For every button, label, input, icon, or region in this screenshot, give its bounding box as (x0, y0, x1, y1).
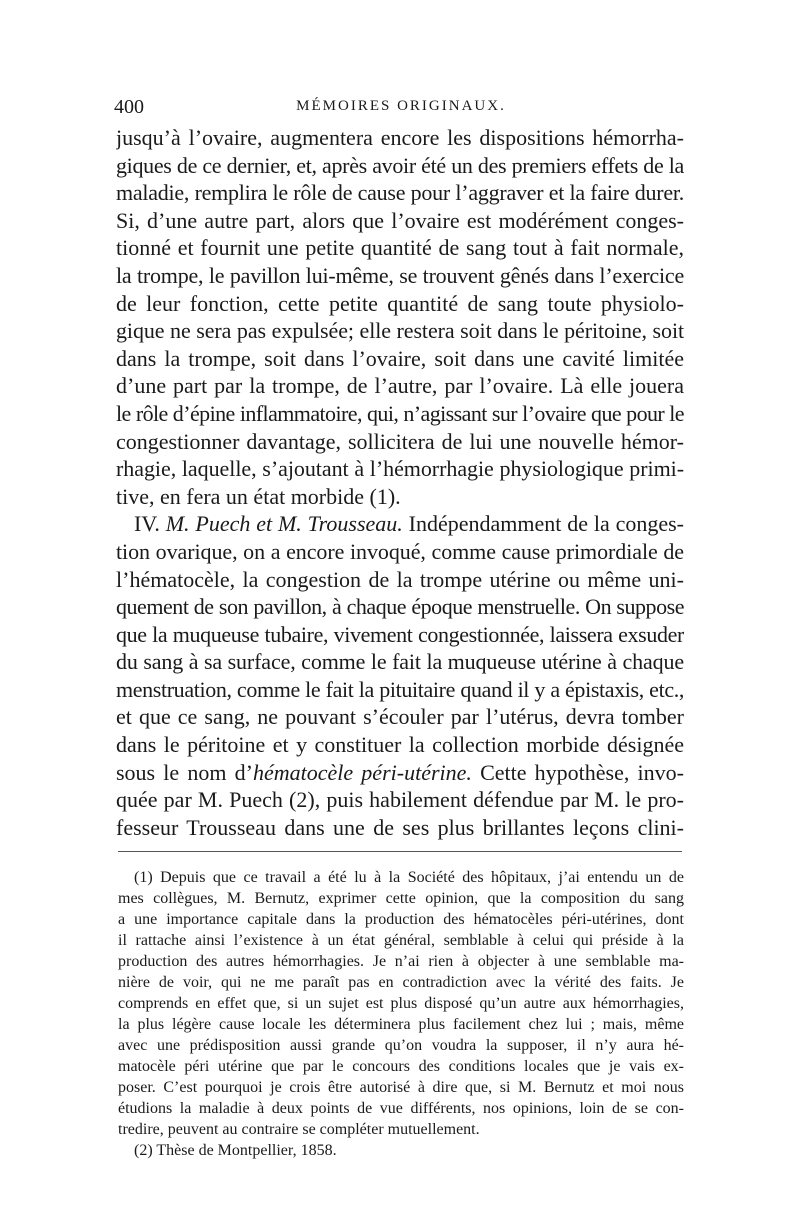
footnote-line: tredire, peuvent au contraire se compléter mutuellement. (118, 1121, 480, 1138)
section-number: IV. (134, 511, 166, 537)
footnote-line: a une importance capitale dans la production des hématocèles péri-utérines, dont (118, 911, 684, 928)
body-line: de leur fonction, cette petite quantité de sang toute physiolo- (116, 290, 684, 316)
footnote-line: matocèle péri utérine que par le concours des conditions locales que je vais ex- (118, 1058, 684, 1075)
running-head: MÉMOIRES ORIGINAUX. (296, 98, 506, 114)
body-line: fesseur Trousseau dans une de ses plus brillantes leçons clini- (116, 814, 684, 840)
footnote-line: nière de voir, qui ne me paraît pas en contradiction avec la vérité des faits. Je (118, 974, 684, 991)
footnote-line: production des autres hémorrhagies. Je n’ai rien à objecter à une semblable ma- (118, 953, 684, 970)
body-line: dans le péritoine et y constituer la collection morbide désignée (116, 732, 684, 758)
footnote-separator (118, 851, 682, 852)
body-line: quement de son pavillon, à chaque époque menstruelle. On suppose (116, 594, 684, 620)
body-line: menstruation, comme le fait la pituitaire quand il y a épistaxis, etc., (116, 676, 684, 702)
footnote-line: étudions la maladie à deux points de vue différents, nos opinions, loin de se con- (118, 1100, 684, 1117)
body-line: et que ce sang, ne pouvant s’écouler par l’utérus, devra tomber (116, 704, 684, 730)
section-text: Indépendamment de la conges- (402, 511, 684, 537)
term-line (116, 759, 684, 787)
body-line: tive, en fera un état morbide (1). (116, 483, 401, 509)
body-line: que la muqueuse tubaire, vivement congestionnée, laissera exsuder (116, 621, 684, 647)
body-line: quée par M. Puech (2), puis habilement défendue par M. le pro- (116, 787, 684, 813)
body-line: maladie, remplira le rôle de cause pour l’aggraver et la faire durer. (116, 180, 684, 206)
body-line: dans la trompe, soit dans l’ovaire, soit dans une cavité limitée (116, 345, 684, 371)
footnote-line: comprends en effet que, si un sujet est plus disposé qu’un autre aux hémorrhagies, (118, 995, 684, 1012)
body-line: gique ne sera pas expulsée; elle restera soit dans le péritoine, soit (116, 318, 684, 344)
body-line: du sang à sa surface, comme le fait la muqueuse utérine à chaque (116, 649, 684, 675)
footnote-line: il rattache ainsi l’existence à un état général, semblable à celui qui préside à la (118, 932, 684, 949)
body-line: tion ovarique, on a encore invoqué, comme cause primordiale de (116, 538, 684, 564)
body-line: tionné et fournit une petite quantité de sang tout à fait normale, (116, 235, 684, 261)
body-line: la trompe, le pavillon lui-même, se trouvent gênés dans l’exercice (116, 262, 684, 288)
term-prefix: sous le nom d’ (116, 759, 253, 785)
page-number: 400 (114, 96, 144, 118)
italic-term: hématocèle péri-utérine. (252, 759, 472, 785)
body-text (116, 124, 684, 841)
page-header (114, 96, 688, 126)
footnote-line: la plus légère cause locale les déterminera plus facilement chez lui ; mais, même (118, 1016, 684, 1033)
body-line: l’hématocèle, la congestion de la trompe utérine ou même uni- (116, 566, 684, 592)
footnote-line: (1) Depuis que ce travail a été lu à la Société des hôpitaux, j’ai entendu un de (134, 869, 684, 886)
term-suffix: Cette hypothèse, invo- (471, 759, 684, 785)
section-heading-line (116, 510, 684, 538)
section-authors: M. Puech et M. Trousseau. (165, 511, 403, 537)
footnote-line: (2) Thèse de Montpellier, 1858. (134, 1142, 337, 1159)
body-line: d’une part par la trompe, de l’autre, par l’ovaire. Là elle jouera (116, 373, 684, 399)
footnotes (118, 867, 684, 1161)
footnote-line: avec une prédisposition aussi grande qu’on voudra la supposer, il n’y aura hé- (118, 1037, 684, 1054)
footnote-line: poser. C’est pourquoi je crois être autorisé à dire que, si M. Bernutz et moi nous (118, 1079, 684, 1096)
body-line: giques de ce dernier, et, après avoir été un des premiers effets de la (116, 152, 684, 178)
body-line: jusqu’à l’ovaire, augmentera encore les dispositions hémorrha- (116, 125, 684, 150)
body-line: congestionner davantage, sollicitera de lui une nouvelle hémor- (116, 428, 684, 454)
body-line: Si, d’une autre part, alors que l’ovaire est modérément conges- (116, 207, 684, 233)
footnote-line: mes collègues, M. Bernutz, exprimer cette opinion, que la composition du sang (118, 890, 684, 907)
body-line: le rôle d’épine inflammatoire, qui, n’agissant sur l’ovaire que pour le (116, 400, 684, 426)
body-line: rhagie, laquelle, s’ajoutant à l’hémorrhagie physiologique primi- (116, 456, 684, 482)
